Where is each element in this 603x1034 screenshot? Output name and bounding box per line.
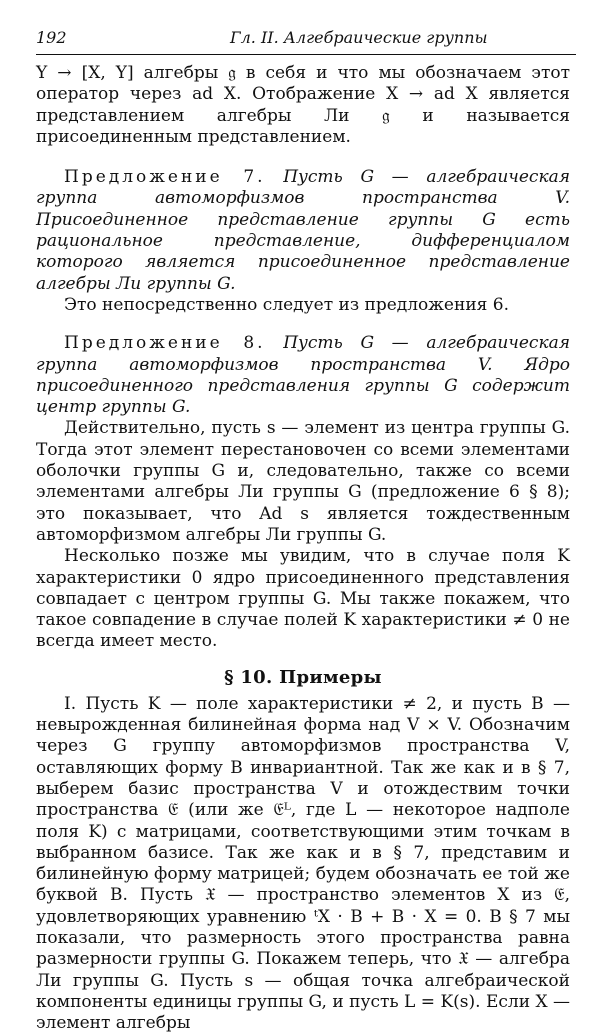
proposition-7-statement: Пусть G — алгебраическая группа автоморфизмов пространства V. Присоединенное представление группы G есть рациональное представление, дифференциалом которого является присоединенное представление алгебры Ли группы G. <box>36 167 570 294</box>
paragraph-adjoint-operator: Y → [X, Y] алгебры 𝔤 в себя и что мы обозначаем этот оператор через ad X. Отображение X → ad X является представлением алгебры Ли 𝔤 и называется присоединенным представлением. <box>36 63 570 147</box>
proposition-7 <box>36 167 570 295</box>
proposition-7-heading: Предложение 7. <box>64 167 266 188</box>
page-body <box>36 63 570 1034</box>
section-title: § 10. Примеры <box>224 666 382 688</box>
paragraph-characteristic-remark: Несколько позже мы увидим, что в случае поля K характеристики 0 ядро присоединенного представления совпадает с центром группы G. Мы также покажем, что такое совпадение в случае полей K характеристики ≠ 0 не всегда имеет место. <box>36 546 570 652</box>
page-header <box>36 26 576 55</box>
proof-proposition-7: Это непосредственно следует из предложения 6. <box>64 294 510 315</box>
running-head: Гл. II. Алгебраические группы <box>230 28 488 47</box>
proof-proposition-8: Действительно, пусть s — элемент из центра группы G. Тогда этот элемент перестановочен со всеми элементами оболочки группы G и, следовательно, также со всеми элементами алгебры Ли группы G (предложение 6 § 8); это показывает, что Ad s является тождественным автоморфизмом алгебры Ли группы G. <box>36 418 570 545</box>
proposition-8-statement: Пусть G — алгебраическая группа автоморфизмов пространства V. Ядро присоединенного представления группы G содержит центр группы G. <box>36 333 570 418</box>
page-number: 192 <box>36 28 67 47</box>
proposition-8-heading: Предложение 8. <box>64 333 266 354</box>
paragraph-example-1: I. Пусть K — поле характеристики ≠ 2, и пусть B — невырожденная билинейная форма над V × V. Обозначим через G группу автоморфизмов пространства V, оставляющих форму B инвариантной. Так же как и в § 7, выберем базис пространства V и отождествим точки пространства 𝔈 (или же 𝔈ᴸ, где L — некоторое надполе поля K) с матрицами, соответствующими этим точкам в выбранном базисе. Так же как и в § 7, представим и билинейную форму матрицей; будем обозначать ее той же буквой B. Пусть 𝔛 — пространство элементов X из 𝔈, удовлетворяющих уравнению ᵗX · B + B · X = 0. В § 7 мы показали, что размерность этого пространства равна размерности группы G. Покажем теперь, что 𝔛 — алгебра Ли группы G. Пусть s — общая точка алгебраической компоненты единицы группы G, и пусть L = K(s). Если X — элемент алгебры <box>36 693 570 1034</box>
proposition-8 <box>36 333 570 418</box>
